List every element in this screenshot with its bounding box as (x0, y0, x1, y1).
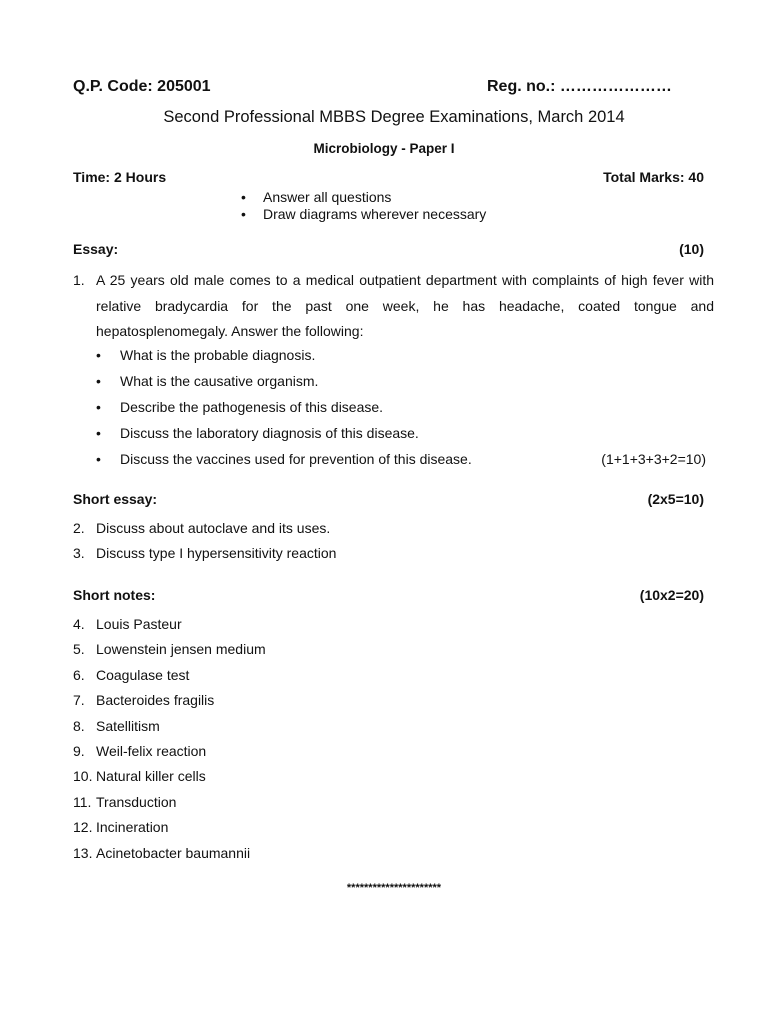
exam-title: Second Professional MBBS Degree Examinations, March 2014 (163, 108, 625, 126)
question-number: 13. (73, 844, 93, 861)
question-text: Acinetobacter baumannii (96, 844, 251, 861)
instruction-item (241, 206, 486, 223)
question-text: Coagulase test (96, 666, 190, 683)
question-number: 4. (73, 616, 85, 632)
question-text: Natural killer cells (96, 768, 206, 785)
question-number: 7. (73, 692, 85, 709)
bullet-icon: • (96, 347, 101, 363)
bullet-icon: • (241, 206, 246, 222)
question-text: Bacteroides fragilis (96, 692, 215, 709)
subpart-text: Discuss the laboratory diagnosis of this disease. (120, 425, 419, 441)
question-number: 5. (73, 641, 85, 658)
question-number: 11. (73, 793, 92, 810)
question-text: A 25 years old male comes to a medical outpatient department with complaints of high fever with relative bradycardia for the past one week, he has headache, coated tongue and hepatosplenomegaly. Answer the following: (96, 272, 714, 339)
short-notes-list (73, 614, 266, 868)
question-text: Transduction (96, 793, 177, 810)
bullet-icon: • (96, 373, 101, 389)
subpart-text: What is the probable diagnosis. (120, 347, 316, 363)
instructions-list (241, 189, 486, 223)
list-item (73, 543, 336, 568)
qp-code: Q.P. Code: 205001 (73, 78, 211, 95)
essay-heading: Essay: (73, 241, 119, 257)
short-notes-marks: (10x2=20) (639, 587, 704, 603)
list-item (73, 614, 266, 639)
subpart-item (96, 342, 706, 368)
list-item (73, 817, 266, 842)
instruction-item (241, 189, 486, 206)
exam-duration: Time: 2 Hours (73, 169, 167, 185)
short-essay-list (73, 518, 336, 568)
question-number: 8. (73, 717, 85, 734)
question-number: 10. (73, 768, 93, 785)
subpart-text: Describe the pathogenesis of this disease. (120, 399, 384, 415)
bullet-icon: • (96, 425, 101, 441)
question-number: 6. (73, 666, 85, 683)
question-number: 9. (73, 742, 85, 759)
bullet-icon: • (96, 451, 101, 467)
short-essay-marks: (2x5=10) (647, 491, 704, 507)
question-number: 12. (73, 819, 93, 836)
bullet-icon: • (96, 399, 101, 415)
essay-subparts (96, 342, 706, 472)
bullet-icon: • (241, 189, 246, 205)
question-number: 3. (73, 545, 85, 561)
question-number: 2. (73, 520, 85, 536)
list-item (73, 665, 266, 690)
question-text: Incineration (96, 819, 169, 836)
list-item (73, 639, 266, 664)
question-text: Lowenstein jensen medium (96, 641, 266, 658)
instruction-text: Draw diagrams wherever necessary (263, 206, 487, 222)
subpart-item (96, 446, 706, 472)
subpart-text: Discuss the vaccines used for prevention of this disease. (120, 451, 472, 467)
question-text: Discuss about autoclave and its uses. (96, 520, 331, 536)
list-item (73, 690, 266, 715)
essay-marks: (10) (679, 241, 704, 257)
question-text: Satellitism (96, 717, 160, 734)
list-item (73, 716, 266, 741)
question-number: 1. (73, 272, 85, 288)
question-text: Louis Pasteur (96, 616, 182, 632)
subpart-item (96, 420, 706, 446)
total-marks: Total Marks: 40 (603, 169, 704, 185)
subpart-item (96, 368, 706, 394)
list-item (73, 518, 336, 543)
subject-title: Microbiology - Paper I (313, 141, 455, 156)
essay-question-1 (73, 268, 714, 345)
short-essay-heading: Short essay: (73, 491, 158, 507)
question-text: Discuss type I hypersensitivity reaction (96, 545, 337, 561)
question-text: Weil-felix reaction (96, 742, 207, 759)
end-separator: ********************** (346, 882, 442, 894)
list-item (73, 741, 266, 766)
marks-split: (1+1+3+3+2=10) (601, 451, 706, 467)
list-item (73, 766, 266, 791)
list-item (73, 792, 266, 817)
list-item (73, 843, 266, 868)
subpart-item (96, 394, 706, 420)
instruction-text: Answer all questions (263, 189, 392, 205)
subpart-text: What is the causative organism. (120, 373, 319, 389)
short-notes-heading: Short notes: (73, 587, 156, 603)
reg-no: Reg. no.: ………………… (487, 78, 672, 95)
